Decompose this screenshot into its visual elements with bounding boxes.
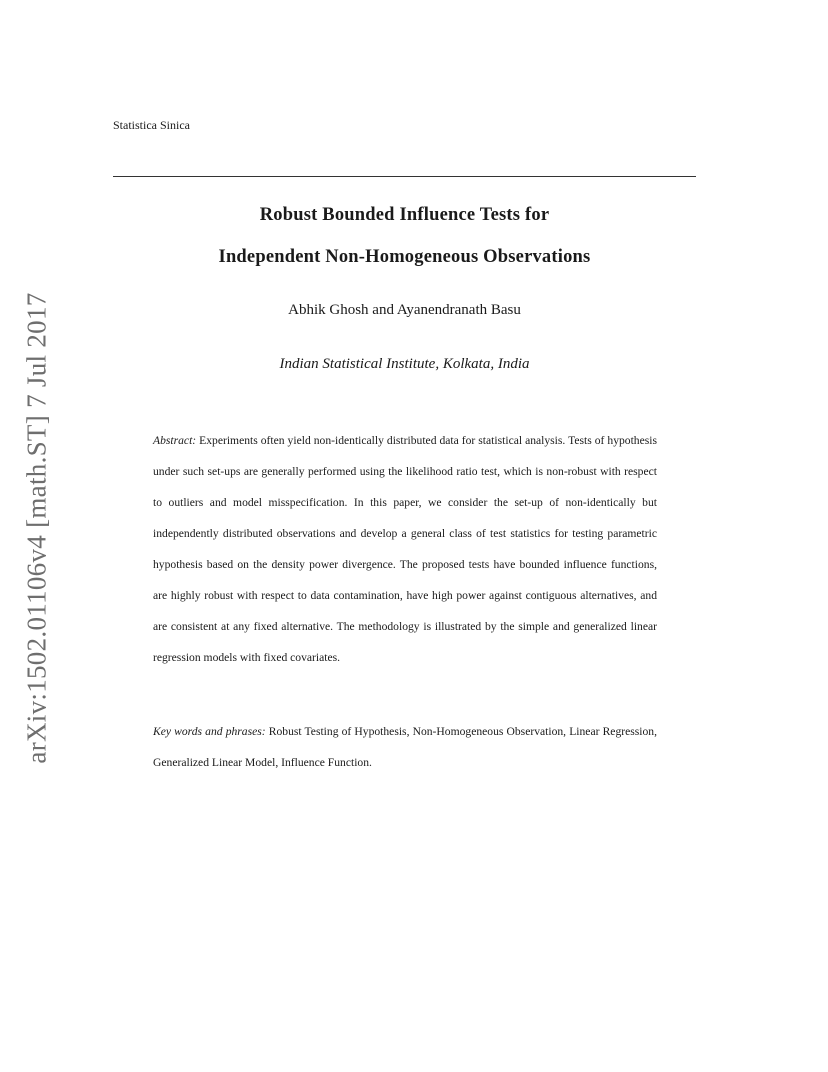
journal-name: Statistica Sinica bbox=[113, 118, 190, 132]
authors: Abhik Ghosh and Ayanendranath Basu bbox=[288, 302, 521, 318]
paper-title-line-2: Independent Non-Homogeneous Observations bbox=[218, 247, 591, 267]
keywords-label: Key words and phrases: bbox=[153, 725, 266, 738]
paper-title-line-1: Robust Bounded Influence Tests for bbox=[259, 205, 550, 225]
keywords-text: Robust Testing of Hypothesis, Non-Homogeneous Observation, Linear Regression, Generalized Linear Model, Influence Function. bbox=[153, 725, 657, 769]
keywords bbox=[153, 716, 657, 778]
header-rule bbox=[113, 176, 696, 177]
abstract bbox=[153, 425, 657, 673]
abstract-label: Abstract: bbox=[153, 434, 197, 447]
arxiv-stamp: arXiv:1502.01106v4 [math.ST] 7 Jul 2017 bbox=[21, 292, 52, 764]
affiliation: Indian Statistical Institute, Kolkata, India bbox=[279, 356, 530, 372]
abstract-text: Experiments often yield non-identically distributed data for statistical analysis. Tests of hypothesis under such set-ups are generally performed using the likelihood ratio test, which is non-robust with respect to outliers and model misspecification. In this paper, we consider the set-up of non-identically but independently distributed observations and develop a general class of test statistics for testing parametric hypothesis based on the density power divergence. The proposed tests have bounded influence functions, are highly robust with respect to data contamination, have high power against contiguous alternatives, and are consistent at any fixed alternative. The methodology is illustrated by the simple and generalized linear regression models with fixed covariates. bbox=[153, 434, 657, 664]
